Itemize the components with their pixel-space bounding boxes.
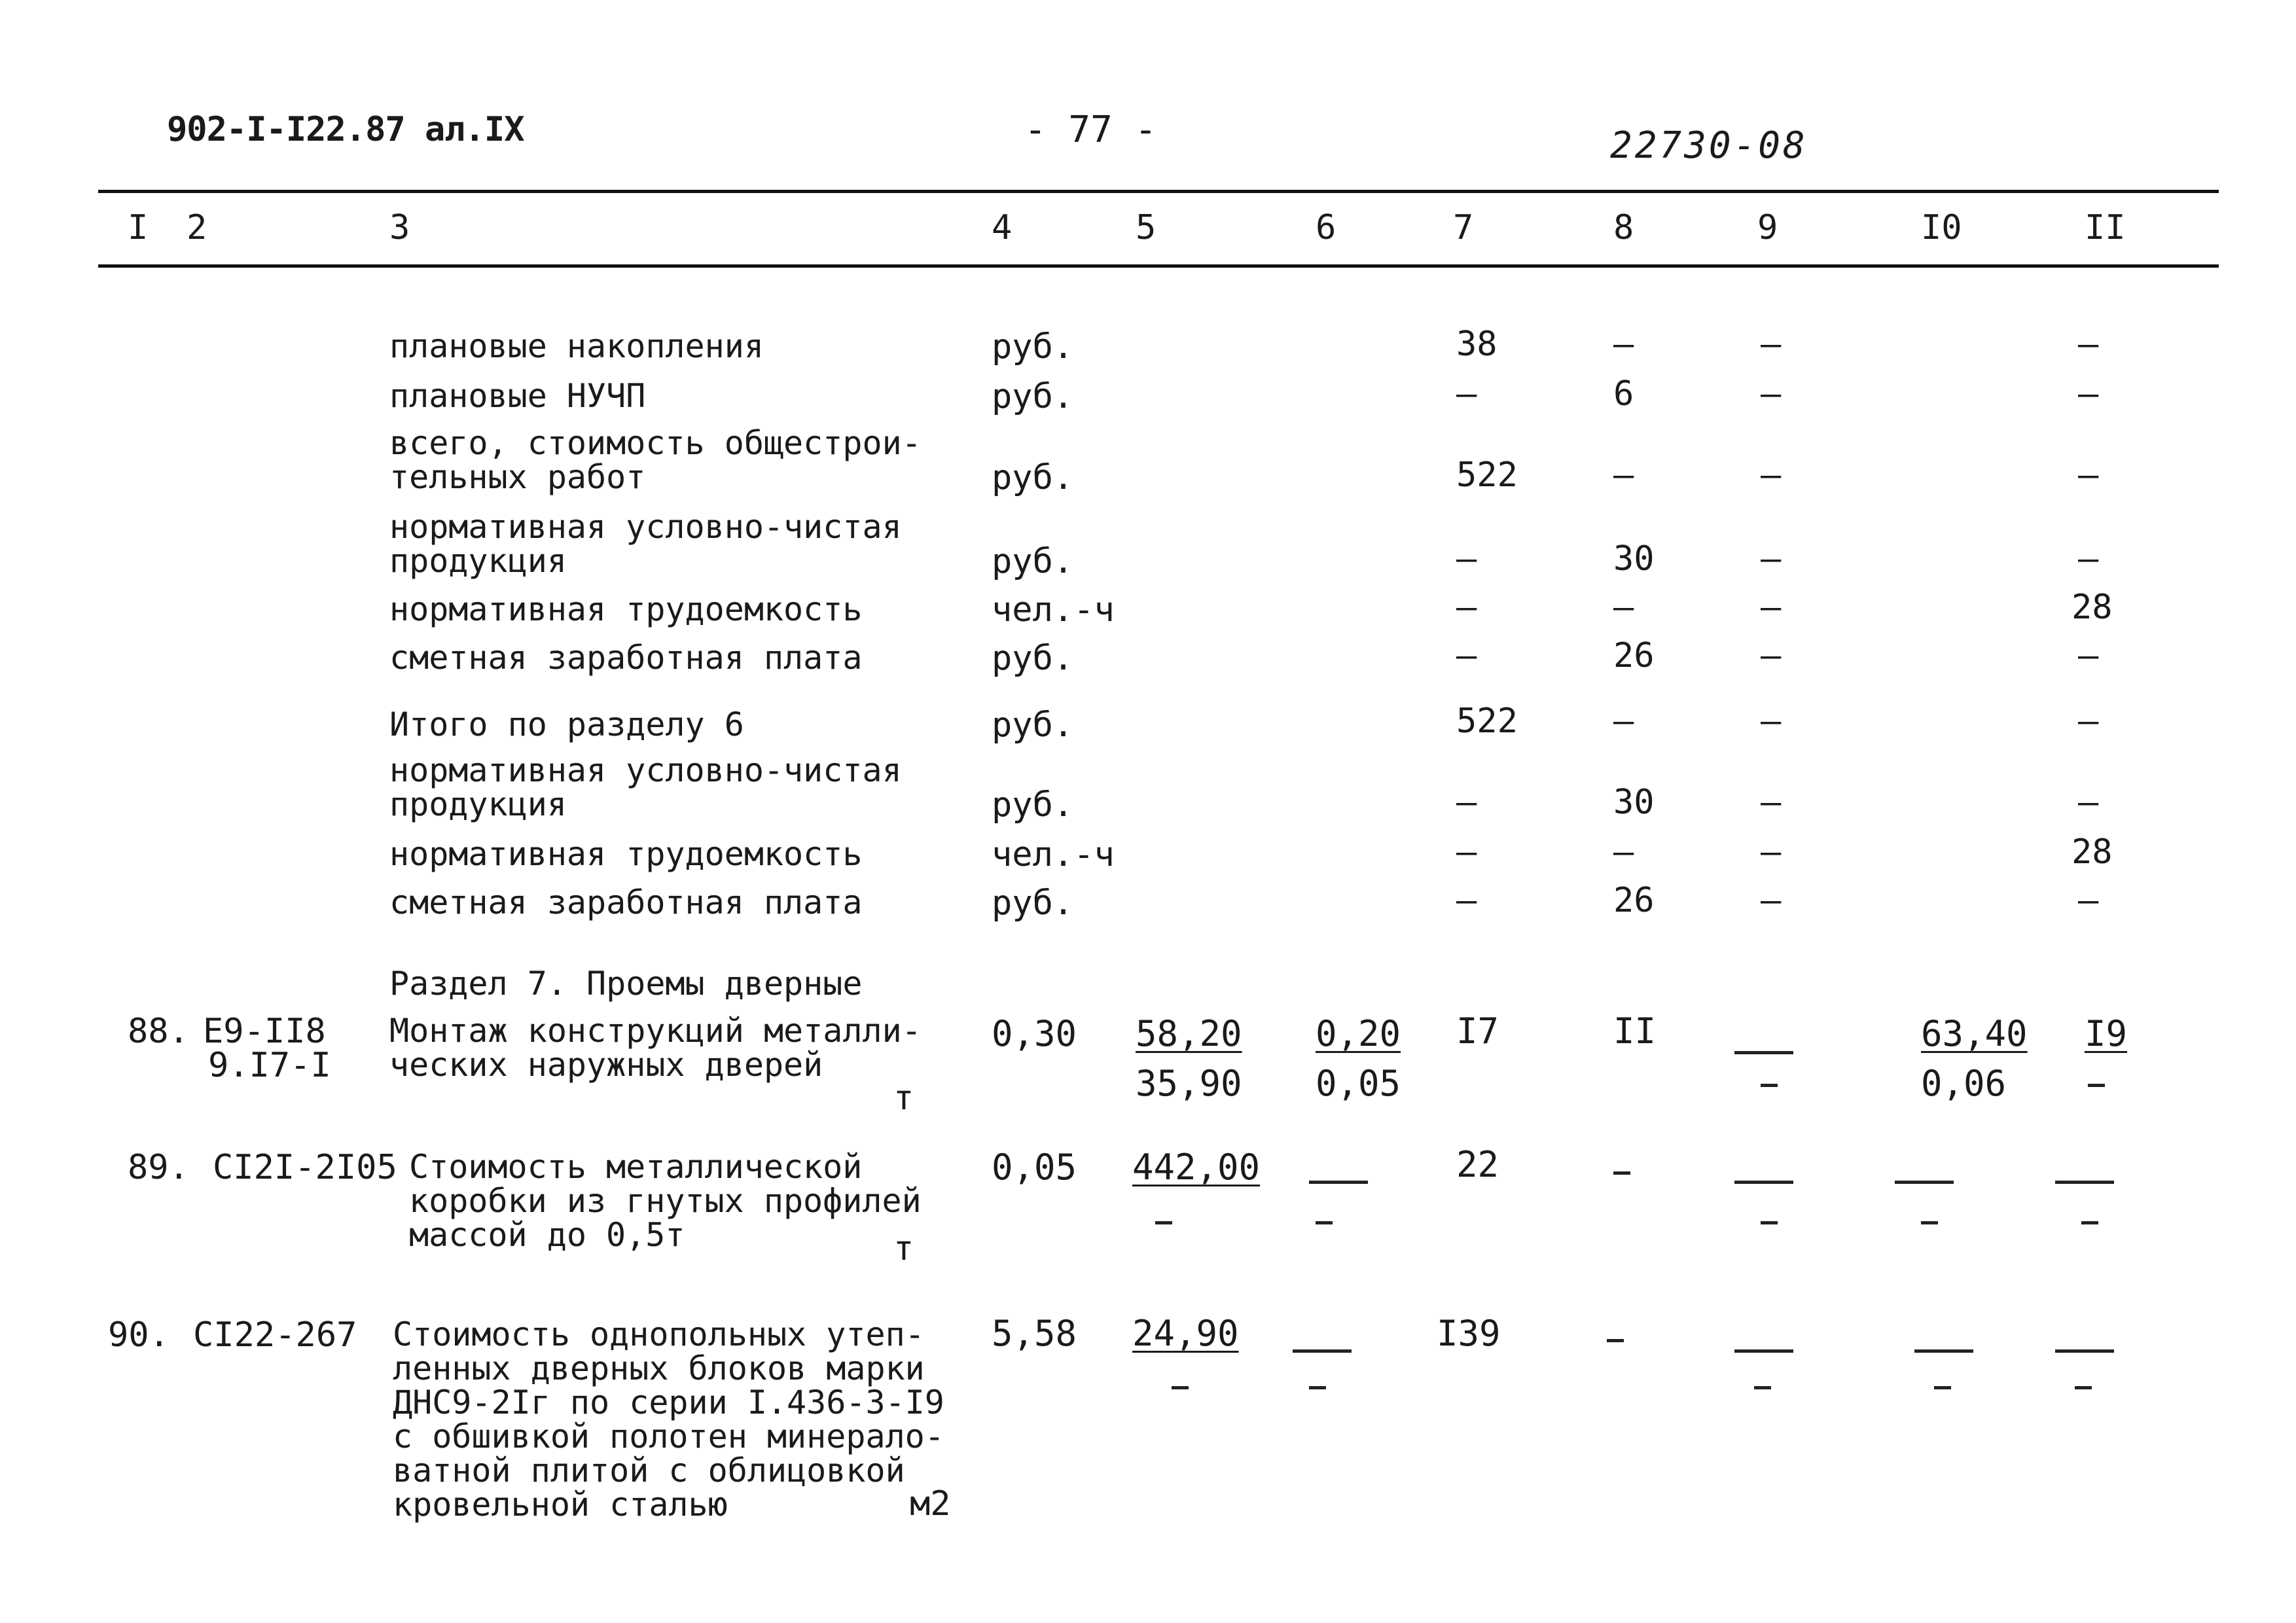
col-header-8: 8	[1613, 208, 1634, 247]
item-desc-cont: ватной плитой с облицовкой	[393, 1452, 905, 1489]
item-c5-top: 58,20	[1136, 1013, 1242, 1054]
item-unit: т	[893, 1079, 914, 1118]
row-desc: сметная заработная плата	[389, 883, 863, 921]
row-unit: руб.	[992, 639, 1074, 678]
item-c5-top: 442,00	[1132, 1147, 1261, 1188]
row-c9: –	[1761, 455, 1782, 495]
item-desc-cont: ленных дверных блоков марки	[393, 1349, 925, 1387]
item-qty: 5,58	[992, 1313, 1077, 1354]
item-c6-bottom-dash	[1316, 1215, 1333, 1227]
row-c8: 26	[1613, 881, 1655, 920]
row-c8: –	[1613, 702, 1634, 741]
item-desc-cont: коробки из гнутых профилей	[409, 1182, 922, 1220]
row-unit: руб.	[992, 542, 1074, 581]
row-unit: чел.-ч	[992, 835, 1115, 874]
item-desc-cont: ДНС9-2Iг по серии I.436-3-I9	[393, 1383, 944, 1421]
row-desc: Итого по разделу 6	[389, 705, 744, 743]
item-c9-top-dash	[1734, 1175, 1793, 1188]
row-c9: –	[1761, 325, 1782, 364]
item-desc: Монтаж конструкций металли-	[389, 1012, 922, 1050]
row-desc: плановые НУЧП	[389, 377, 646, 415]
item-desc: Стоимость однопольных утеп-	[393, 1315, 925, 1353]
item-code-2: 9.I7-I	[208, 1046, 331, 1085]
page-number: - 77 -	[1024, 109, 1157, 151]
item-c6-top-dash	[1293, 1344, 1352, 1357]
item-qty: 0,30	[992, 1013, 1077, 1054]
col-header-6: 6	[1316, 208, 1336, 247]
item-c9-top-dash	[1734, 1046, 1793, 1058]
item-c10-bottom-dash	[1934, 1380, 1951, 1392]
item-c10-top: 63,40	[1921, 1013, 2028, 1054]
row-c7: –	[1456, 374, 1477, 414]
item-desc-cont: ческих наружных дверей	[389, 1046, 823, 1084]
row-c11: –	[2078, 325, 2099, 364]
row-c9: –	[1761, 832, 1782, 872]
item-desc-cont: кровельной сталью	[393, 1486, 728, 1524]
row-c9: –	[1761, 702, 1782, 741]
item-desc-cont: с обшивкой полотен минерало-	[393, 1418, 944, 1455]
row-unit: чел.-ч	[992, 590, 1115, 630]
item-code: СI2I-2I05	[213, 1148, 397, 1187]
item-c10-top-dash	[1914, 1344, 1973, 1357]
row-c9: –	[1761, 783, 1782, 822]
col-header-9: 9	[1757, 208, 1778, 247]
row-c8: 26	[1613, 636, 1655, 675]
item-c5-bottom-dash	[1172, 1380, 1189, 1392]
row-desc-cont: тельных работ	[389, 458, 646, 496]
row-c8: –	[1613, 455, 1634, 495]
row-desc-cont: продукция	[389, 785, 567, 823]
row-desc: нормативная трудоемкость	[389, 590, 863, 628]
col-header-2: 2	[187, 208, 207, 247]
row-unit: руб.	[992, 785, 1074, 825]
document-code: 902-I-I22.87 ал.IX	[167, 110, 524, 149]
item-c11-bottom-dash	[2075, 1380, 2092, 1392]
row-c7: 38	[1456, 325, 1498, 364]
row-c7: 522	[1456, 455, 1518, 495]
col-header-11: II	[2085, 208, 2126, 247]
item-c10-bottom: 0,06	[1921, 1063, 2007, 1104]
item-code: Е9-II8	[203, 1012, 326, 1051]
row-c11: 28	[2072, 832, 2113, 872]
item-c5-bottom: 35,90	[1136, 1063, 1242, 1104]
item-c9-bottom-dash	[1754, 1380, 1771, 1392]
row-c11: 28	[2072, 588, 2113, 627]
col-header-10: I0	[1921, 208, 1962, 247]
section-title: Раздел 7. Проемы дверные	[389, 965, 863, 1003]
row-c8: 30	[1613, 539, 1655, 579]
row-unit: руб.	[992, 458, 1074, 497]
item-c11-top-dash	[2055, 1175, 2114, 1188]
item-c8: II	[1613, 1010, 1657, 1052]
col-header-7: 7	[1453, 208, 1474, 247]
item-number: 90.	[108, 1315, 170, 1355]
item-c6-bottom-dash	[1309, 1380, 1326, 1392]
item-c5-top: 24,90	[1132, 1313, 1239, 1354]
item-c9-bottom-dash	[1761, 1215, 1778, 1227]
row-c9: –	[1761, 539, 1782, 579]
item-number: 88.	[128, 1012, 189, 1051]
item-c11-top-dash	[2055, 1344, 2114, 1357]
item-c11-bottom-dash	[2081, 1215, 2098, 1227]
item-qty: 0,05	[992, 1147, 1077, 1188]
row-desc: всего, стоимость общестрои-	[389, 424, 922, 462]
item-unit: м2	[910, 1484, 951, 1524]
row-c11: –	[2078, 374, 2099, 414]
row-c7: –	[1456, 832, 1477, 872]
item-c6-top-dash	[1309, 1175, 1368, 1188]
item-c5-bottom-dash	[1155, 1215, 1172, 1227]
row-c9: –	[1761, 588, 1782, 627]
row-c11: –	[2078, 455, 2099, 495]
row-c8: –	[1613, 588, 1634, 627]
item-c9-bottom-dash	[1761, 1077, 1778, 1090]
row-desc: плановые накопления	[389, 327, 764, 365]
row-c7: –	[1456, 539, 1477, 579]
item-code: СI22-267	[193, 1315, 357, 1355]
col-header-4: 4	[992, 208, 1013, 247]
row-desc: нормативная условно-чистая	[389, 751, 902, 789]
item-c11-top: I9	[2085, 1013, 2128, 1054]
item-c11-bottom-dash	[2088, 1077, 2105, 1090]
row-unit: руб.	[992, 377, 1074, 416]
col-header-3: 3	[389, 208, 410, 247]
row-c11: –	[2078, 636, 2099, 675]
item-c6-bottom: 0,05	[1316, 1063, 1401, 1104]
row-c9: –	[1761, 881, 1782, 920]
item-unit: т	[893, 1229, 914, 1268]
item-c7: 22	[1456, 1144, 1499, 1185]
row-c7: –	[1456, 588, 1477, 627]
row-c9: –	[1761, 374, 1782, 414]
row-c8: 6	[1613, 374, 1634, 414]
item-c9-top-dash	[1734, 1344, 1793, 1357]
item-c7: I39	[1437, 1313, 1501, 1354]
col-header-1: I	[128, 208, 149, 247]
item-c8-dash	[1607, 1332, 1624, 1345]
row-desc: сметная заработная плата	[389, 639, 863, 677]
header-rule	[98, 264, 2219, 268]
row-desc: нормативная условно-чистая	[389, 508, 902, 546]
row-c9: –	[1761, 636, 1782, 675]
row-c8: –	[1613, 325, 1634, 364]
item-desc: Стоимость металлической	[409, 1148, 863, 1186]
col-header-5: 5	[1136, 208, 1157, 247]
row-unit: руб.	[992, 705, 1074, 745]
row-c11: –	[2078, 783, 2099, 822]
row-desc: нормативная трудоемкость	[389, 835, 863, 873]
row-c11: –	[2078, 702, 2099, 741]
row-c7: –	[1456, 881, 1477, 920]
row-c8: 30	[1613, 783, 1655, 822]
item-number: 89.	[128, 1148, 189, 1187]
item-c8-dash	[1613, 1165, 1630, 1177]
row-c7: –	[1456, 636, 1477, 675]
top-rule	[98, 190, 2219, 193]
item-desc-cont: массой до 0,5т	[409, 1216, 685, 1254]
item-c10-bottom-dash	[1921, 1215, 1938, 1227]
row-c7: 522	[1456, 702, 1518, 741]
row-desc-cont: продукция	[389, 542, 567, 580]
row-c8: –	[1613, 832, 1634, 872]
row-unit: руб.	[992, 883, 1074, 923]
archive-number: 22730-08	[1610, 124, 1808, 167]
row-c11: –	[2078, 881, 2099, 920]
item-c6-top: 0,20	[1316, 1013, 1401, 1054]
item-c7: I7	[1456, 1010, 1499, 1052]
row-c7: –	[1456, 783, 1477, 822]
item-c10-top-dash	[1895, 1175, 1954, 1188]
row-unit: руб.	[992, 327, 1074, 366]
row-c11: –	[2078, 539, 2099, 579]
